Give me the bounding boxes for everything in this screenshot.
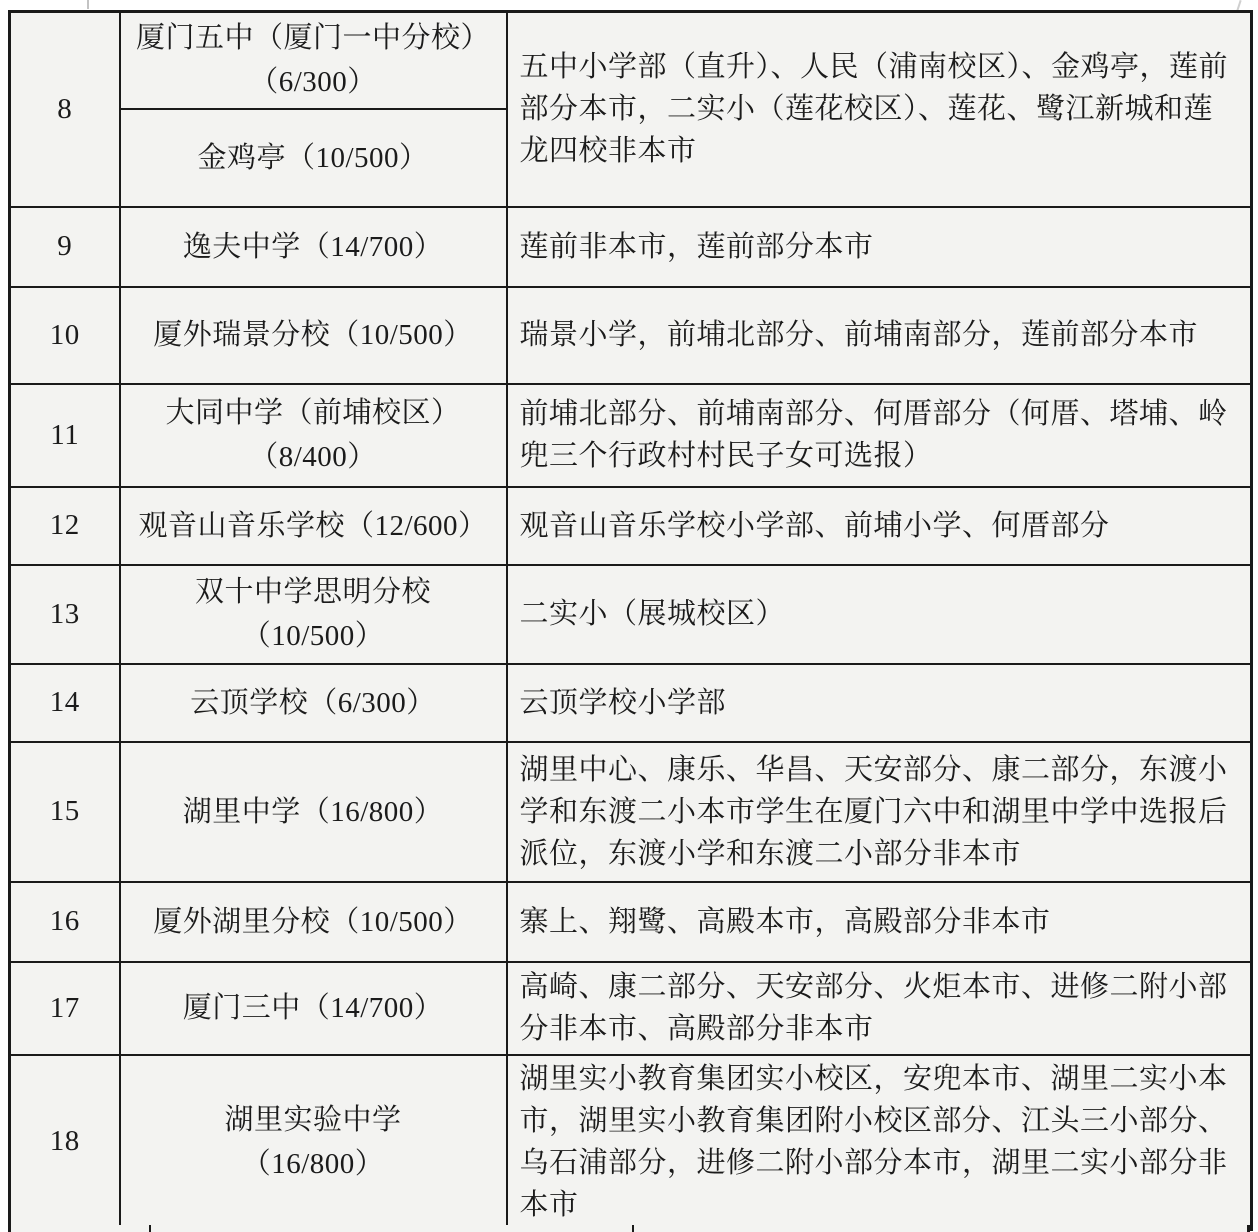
catchment-desc-cell: 前埔北部分、前埔南部分、何厝部分（何厝、塔埔、岭兜三个行政村村民子女可选报） (507, 384, 1252, 487)
school-name-cell: 云顶学校（6/300） (120, 664, 507, 742)
school-name-cell: 湖里中学（16/800） (120, 742, 507, 882)
row-number-cell: 8 (10, 12, 120, 207)
catchment-desc-cell: 高崎、康二部分、天安部分、火炬本市、进修二附小部分非本市、高殿部分非本市 (507, 962, 1252, 1055)
school-name-cell: 观音山音乐学校（12/600） (120, 487, 507, 565)
school-name-cell: 金鸡亭（10/500） (120, 109, 507, 207)
catchment-desc-cell: 湖里中心、康乐、华昌、天安部分、康二部分，东渡小学和东渡二小本市学生在厦门六中和湖里中学中选报后派位，东渡小学和东渡二小部分非本市 (507, 742, 1252, 882)
next-row-column-divider (632, 1225, 634, 1232)
school-name-cell: 逸夫中学（14/700） (120, 207, 507, 287)
scan-artifact-tick (87, 0, 89, 9)
school-name-cell (120, 565, 507, 664)
school-name-cell: 厦外瑞景分校（10/500） (120, 287, 507, 384)
admission-allocation-table (8, 10, 1253, 1231)
school-name-cell: 厦门三中（14/700） (120, 962, 507, 1055)
catchment-desc-cell: 寨上、翔鹭、高殿本市，高殿部分非本市 (507, 882, 1252, 962)
catchment-desc-cell: 观音山音乐学校小学部、前埔小学、何厝部分 (507, 487, 1252, 565)
school-name-line: 双十中学思明分校 (194, 576, 431, 608)
catchment-desc-cell: 云顶学校小学部 (507, 664, 1252, 742)
row-number-cell: 16 (10, 882, 120, 962)
next-row-sliver (8, 1225, 1250, 1232)
catchment-desc-cell: 莲前非本市，莲前部分本市 (507, 207, 1252, 287)
row-number-cell: 9 (10, 207, 120, 287)
row-number-cell: 11 (10, 384, 120, 487)
school-quota-line: （16/800） (241, 1147, 385, 1180)
school-name-cell (120, 12, 507, 109)
catchment-desc-cell: 湖里实小教育集团实小校区，安兜本市、湖里二实小本市，湖里实小教育集团附小校区部分、江头三小部分、乌石浦部分，进修二附小部分本市，湖里二实小部分非本市 (507, 1055, 1252, 1230)
next-row-column-divider (149, 1225, 151, 1232)
school-quota-line: （10/500） (241, 620, 385, 652)
row-number-cell: 18 (10, 1055, 120, 1230)
school-name-cell (120, 384, 507, 487)
school-quota-line: （8/400） (249, 441, 377, 473)
catchment-desc-cell: 五中小学部（直升）、人民（浦南校区）、金鸡亭，莲前部分本市，二实小（莲花校区）、莲花、鹭江新城和莲龙四校非本市 (507, 12, 1252, 207)
row-number-cell: 15 (10, 742, 120, 882)
school-name-line: 大同中学（前埔校区） (165, 397, 461, 429)
school-name-line: 厦门五中（厦门一中分校） (135, 22, 490, 55)
catchment-desc-cell: 瑞景小学，前埔北部分、前埔南部分，莲前部分本市 (507, 287, 1252, 384)
row-number-cell: 10 (10, 287, 120, 384)
row-number-cell: 14 (10, 664, 120, 742)
school-quota-line: （6/300） (249, 66, 377, 99)
school-name-line: 湖里实验中学 (224, 1103, 402, 1136)
school-name-cell: 厦外湖里分校（10/500） (120, 882, 507, 962)
school-name-cell (120, 1055, 507, 1230)
catchment-desc-cell: 二实小（展城校区） (507, 565, 1252, 664)
row-number-cell: 12 (10, 487, 120, 565)
row-number-cell: 13 (10, 565, 120, 664)
row-number-cell: 17 (10, 962, 120, 1055)
